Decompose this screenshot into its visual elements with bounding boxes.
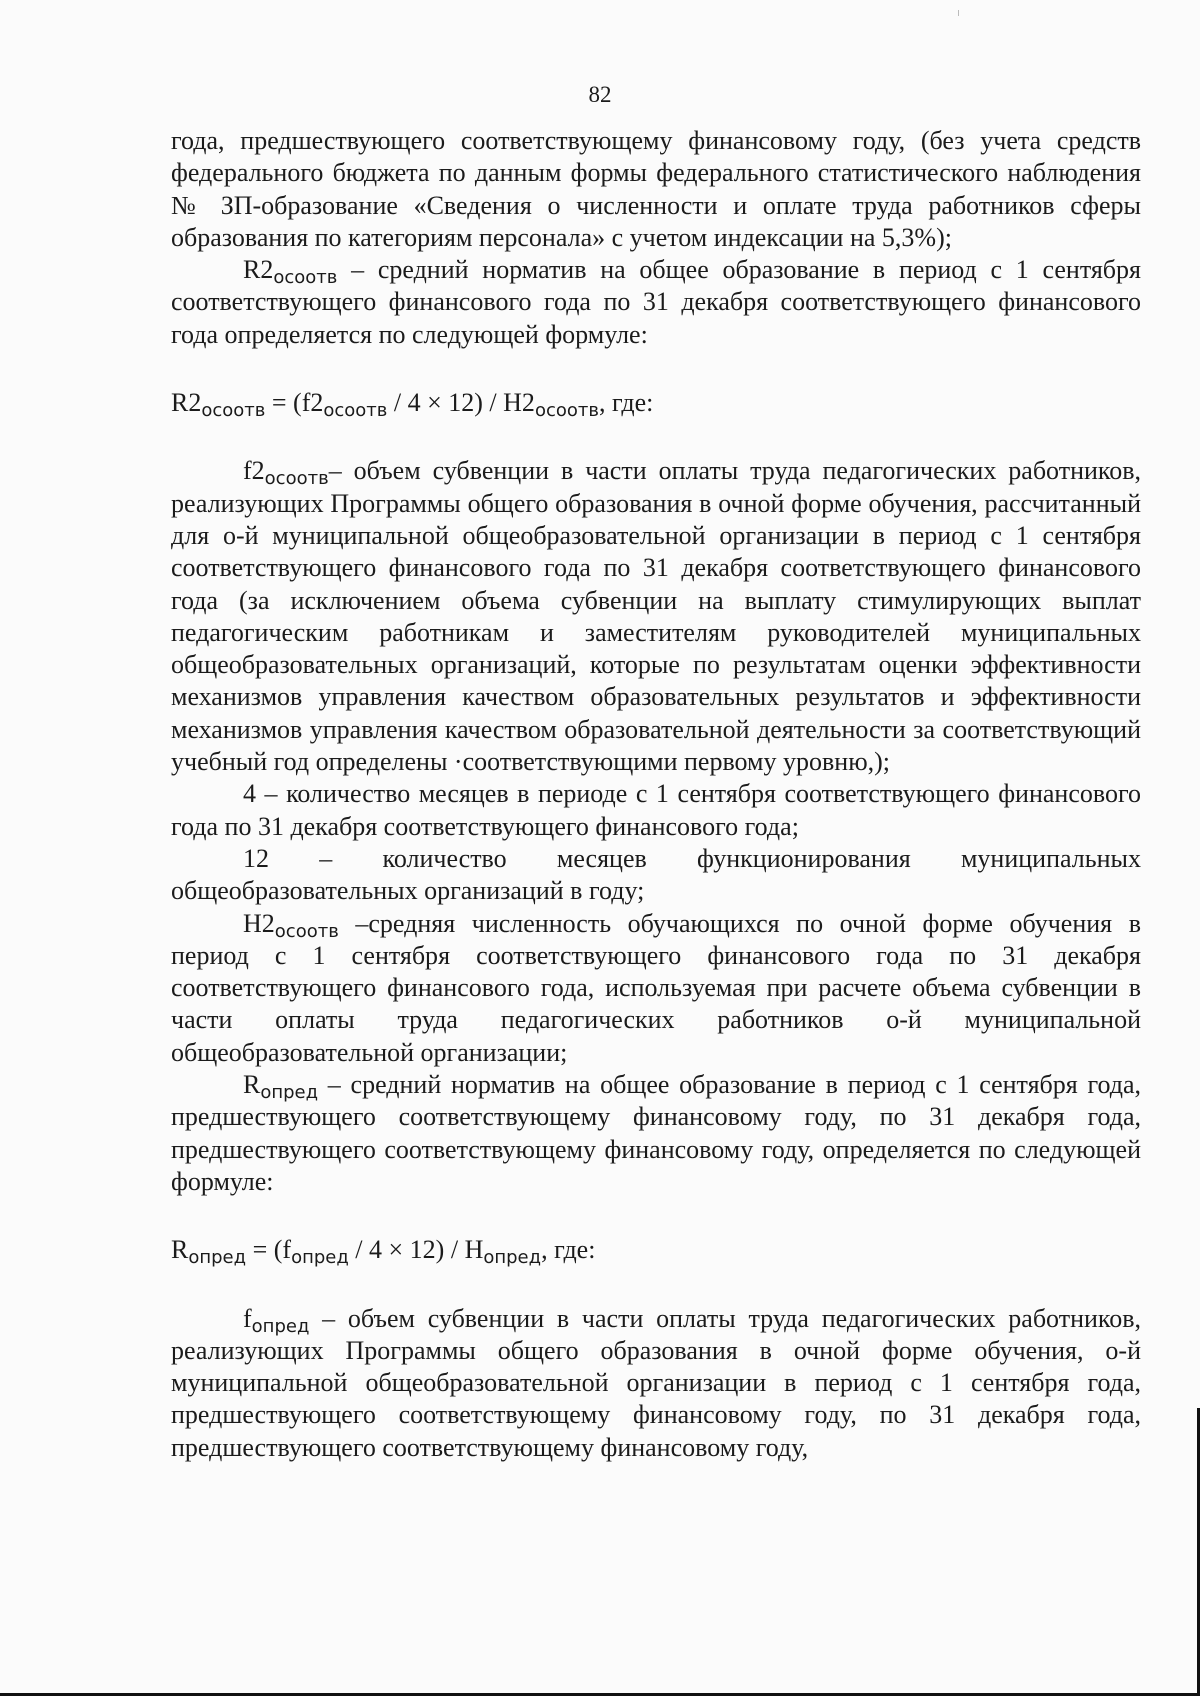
paragraph-f2-definition (171, 455, 1141, 778)
paragraph-text: – объем субвенции в части оплаты труда педагогических работников, реализующих Программы общего образования в очной форме обучения, рассчитанный для о-й муниципальной общеобразовательной организации в период с 1 сентября соответствующего финансового года по 31 декабря соответствующего финансового года (за исключением объема субвенции на выплату стимулирующих выплат педагогическим работникам и заместителям руководителей муниципальных общеобразовательных организаций, которые по результатам оценки эффективности механизмов управления качеством образовательных результатов и эффективности механизмов управления качеством образовательной деятельности за соответствующий учебный год определены ·соответствующими первому уровню,); (171, 456, 1141, 777)
paragraph-text: 4 – количество месяцев в периоде с 1 сентября соответствующего финансового года по 31 декабря соответствующего финансового года; (171, 779, 1141, 841)
paragraph-text: – объем субвенции в части оплаты труда педагогических работников, реализующих Программы общего образования в очной форме обучения, о-й муниципальной общеобразовательной организации в период с 1 сентября года, предшествующего соответствующему финансовому году, по 31 декабря года, предшествующего соответствующему финансовому году, (171, 1303, 1141, 1462)
page-number: 82 (588, 82, 612, 107)
paragraph-text: –средняя численность обучающихся по очной форме обучения в период с 1 сентября соответствующего финансового года по 31 декабря соответствующего финансового года, используемая при расчете объема субвенции в части оплаты труда педагогических работников о-й муниципальной общеобразовательной организации; (171, 908, 1141, 1067)
scan-mark (958, 10, 959, 16)
document-body (171, 125, 1141, 1464)
formula-part: , где: (541, 1235, 596, 1265)
symbol-subscript: осоотв (273, 267, 338, 289)
paragraph-months-4 (171, 778, 1141, 843)
formula-ropred (171, 1234, 1141, 1269)
formula-part: / 4 × 12) / Н (348, 1235, 484, 1265)
formula-part: R2 (171, 388, 202, 418)
symbol: f2 (243, 456, 265, 486)
symbol-subscript: опред (251, 1315, 310, 1337)
symbol-subscript: осоотв (274, 920, 339, 942)
paragraph-r2-definition (171, 254, 1141, 351)
formula-part: = (f2 (265, 388, 324, 418)
symbol: R2 (243, 255, 274, 285)
symbol-subscript: опред (260, 1082, 319, 1104)
formula-r2 (171, 387, 1141, 422)
paragraph-text: года, предшествующего соответствующему финансовому году, (без учета средств федерального бюджета по данным формы федерального статистического наблюдения № ЗП-образование «Сведения о численности и оплате труда работников сферы образования по категориям персонала» с учетом индексации на 5,3%); (171, 126, 1141, 252)
paragraph-fopred-definition (171, 1303, 1141, 1464)
formula-subscript: опред (291, 1247, 349, 1269)
formula-subscript: осоотв (534, 400, 599, 422)
paragraph-h2-definition (171, 908, 1141, 1069)
formula-subscript: опред (483, 1247, 542, 1269)
formula-part: R (171, 1235, 189, 1265)
paragraph-ropred-definition (171, 1069, 1141, 1198)
formula-subscript: осоотв (201, 400, 266, 422)
formula-part: / 4 × 12) / Н2 (387, 388, 535, 418)
symbol: Н2 (243, 908, 275, 938)
symbol: R (243, 1070, 261, 1100)
formula-part: , где: (598, 388, 654, 418)
paragraph-text: 12 – количество месяцев функционирования муниципальных общеобразовательных организаций в году; (171, 843, 1141, 906)
formula-subscript: опред (188, 1247, 247, 1269)
paragraph-text: – средний норматив на общее образование в период с 1 сентября соответствующего финансового года по 31 декабря соответствующего финансового года определяется по следующей формуле: (171, 255, 1141, 349)
formula-subscript: осоотв (323, 400, 388, 422)
paragraph-text: – средний норматив на общее образование в период с 1 сентября года, предшествующего соответствующему финансовому году, по 31 декабря года, предшествующего соответствующему финансовому году, определяется по следующей формуле: (171, 1070, 1141, 1196)
paragraph-months-12 (171, 843, 1141, 908)
symbol: f (243, 1303, 252, 1333)
paragraph-continuation (171, 125, 1141, 254)
formula-part: = (f (246, 1235, 292, 1265)
symbol-subscript: осоотв (264, 468, 329, 490)
